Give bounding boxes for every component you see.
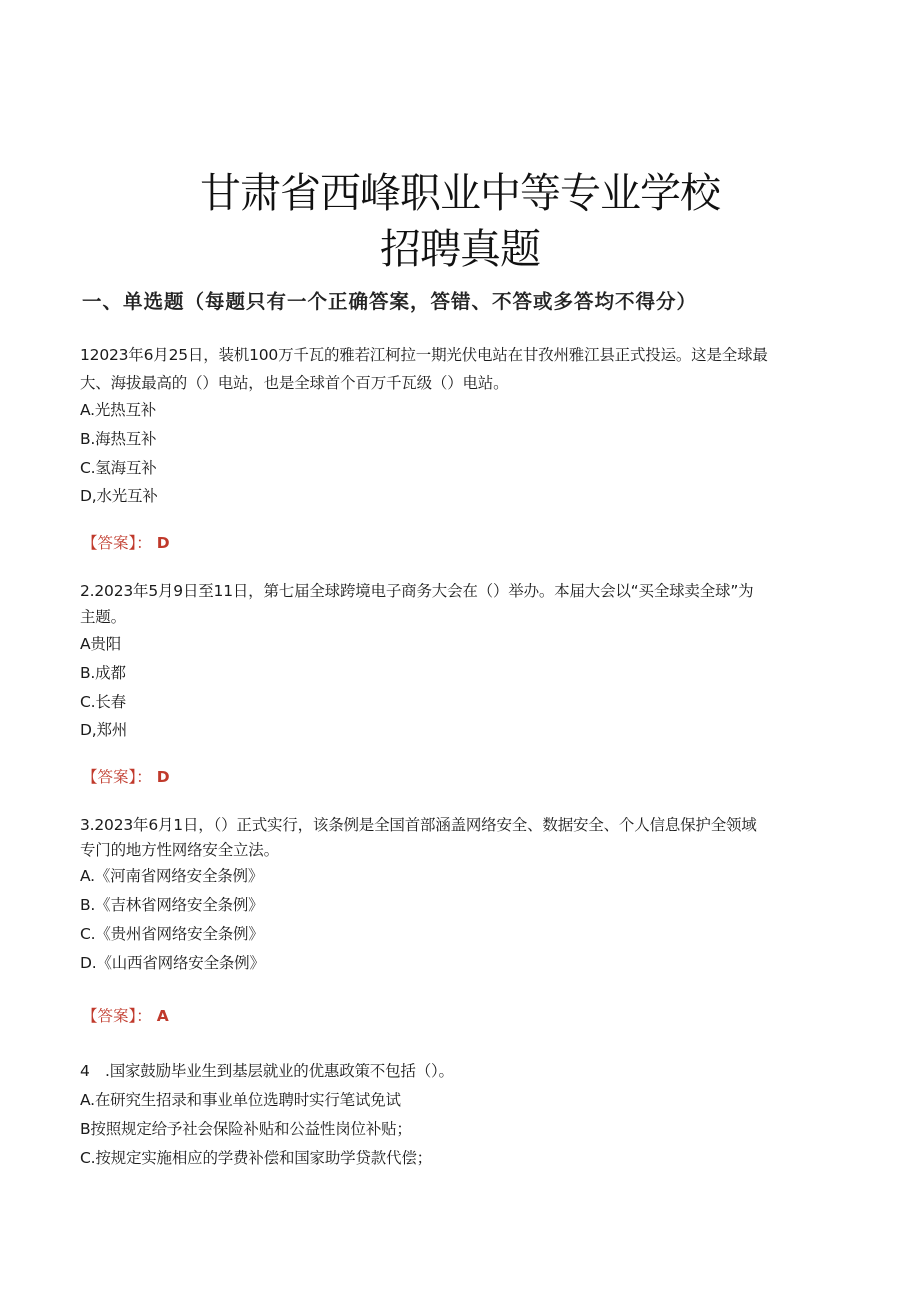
section-heading: 一、单选题（每题只有一个正确答案，答错、不答或多答均不得分） [82, 290, 698, 313]
option-b: B.海热互补 [80, 430, 157, 448]
document-title-line1: 甘肃省西峰职业中等专业学校 [200, 169, 720, 217]
answer-label: 【答案】： [82, 1007, 152, 1025]
option-d: D,郑州 [80, 721, 128, 739]
question-stem: 专门的地方性网络安全立法。 [80, 841, 279, 859]
question-stem: 4 .国家鼓励毕业生到基层就业的优惠政策不包括（）。 [80, 1062, 454, 1080]
question-stem: 主题。 [80, 608, 126, 626]
option-c: C.氢海互补 [80, 459, 157, 477]
answer-value: D [156, 534, 170, 552]
option-c: C.按规定实施相应的学费补偿和国家助学贷款代偿； [80, 1149, 432, 1167]
option-a: A贵阳 [80, 635, 122, 653]
option-c: C.长春 [80, 693, 126, 711]
option-b: B.《吉林省网络安全条例》 [80, 896, 264, 914]
answer-value: D [156, 768, 170, 786]
question-stem: 12023年6月25日，装机100万千瓦的雅若江柯拉一期光伏电站在甘孜州雅江县正式投运。这是全球最 [80, 346, 768, 364]
option-d: D,水光互补 [80, 487, 158, 505]
question-stem: 2.2023年5月9日至11日，第七届全球跨境电子商务大会在（）举办。本届大会以“买全球卖全球”为 [80, 582, 754, 600]
option-d: D.《山西省网络安全条例》 [80, 954, 265, 972]
question-stem: 3.2023年6月1日，（）正式实行，该条例是全国首部涵盖网络安全、数据安全、个人信息保护全领域 [80, 816, 757, 834]
answer-label: 【答案】： [82, 768, 152, 786]
option-a: A.《河南省网络安全条例》 [80, 867, 264, 885]
option-a: A.光热互补 [80, 401, 157, 419]
option-a: A.在研究生招录和事业单位选聘时实行笔试免试 [80, 1091, 401, 1109]
answer-line [82, 1004, 169, 1026]
document-title-line2: 招聘真题 [380, 225, 540, 273]
answer-line [82, 765, 170, 787]
option-b: B.成都 [80, 664, 126, 682]
answer-value: A [156, 1007, 169, 1025]
answer-line [82, 531, 170, 553]
answer-label: 【答案】： [82, 534, 152, 552]
option-b: B按照规定给予社会保险补贴和公益性岗位补贴； [80, 1120, 412, 1138]
question-stem: 大、海拔最高的（）电站，也是全球首个百万千瓦级（）电站。 [80, 374, 509, 392]
option-c: C.《贵州省网络安全条例》 [80, 925, 264, 943]
